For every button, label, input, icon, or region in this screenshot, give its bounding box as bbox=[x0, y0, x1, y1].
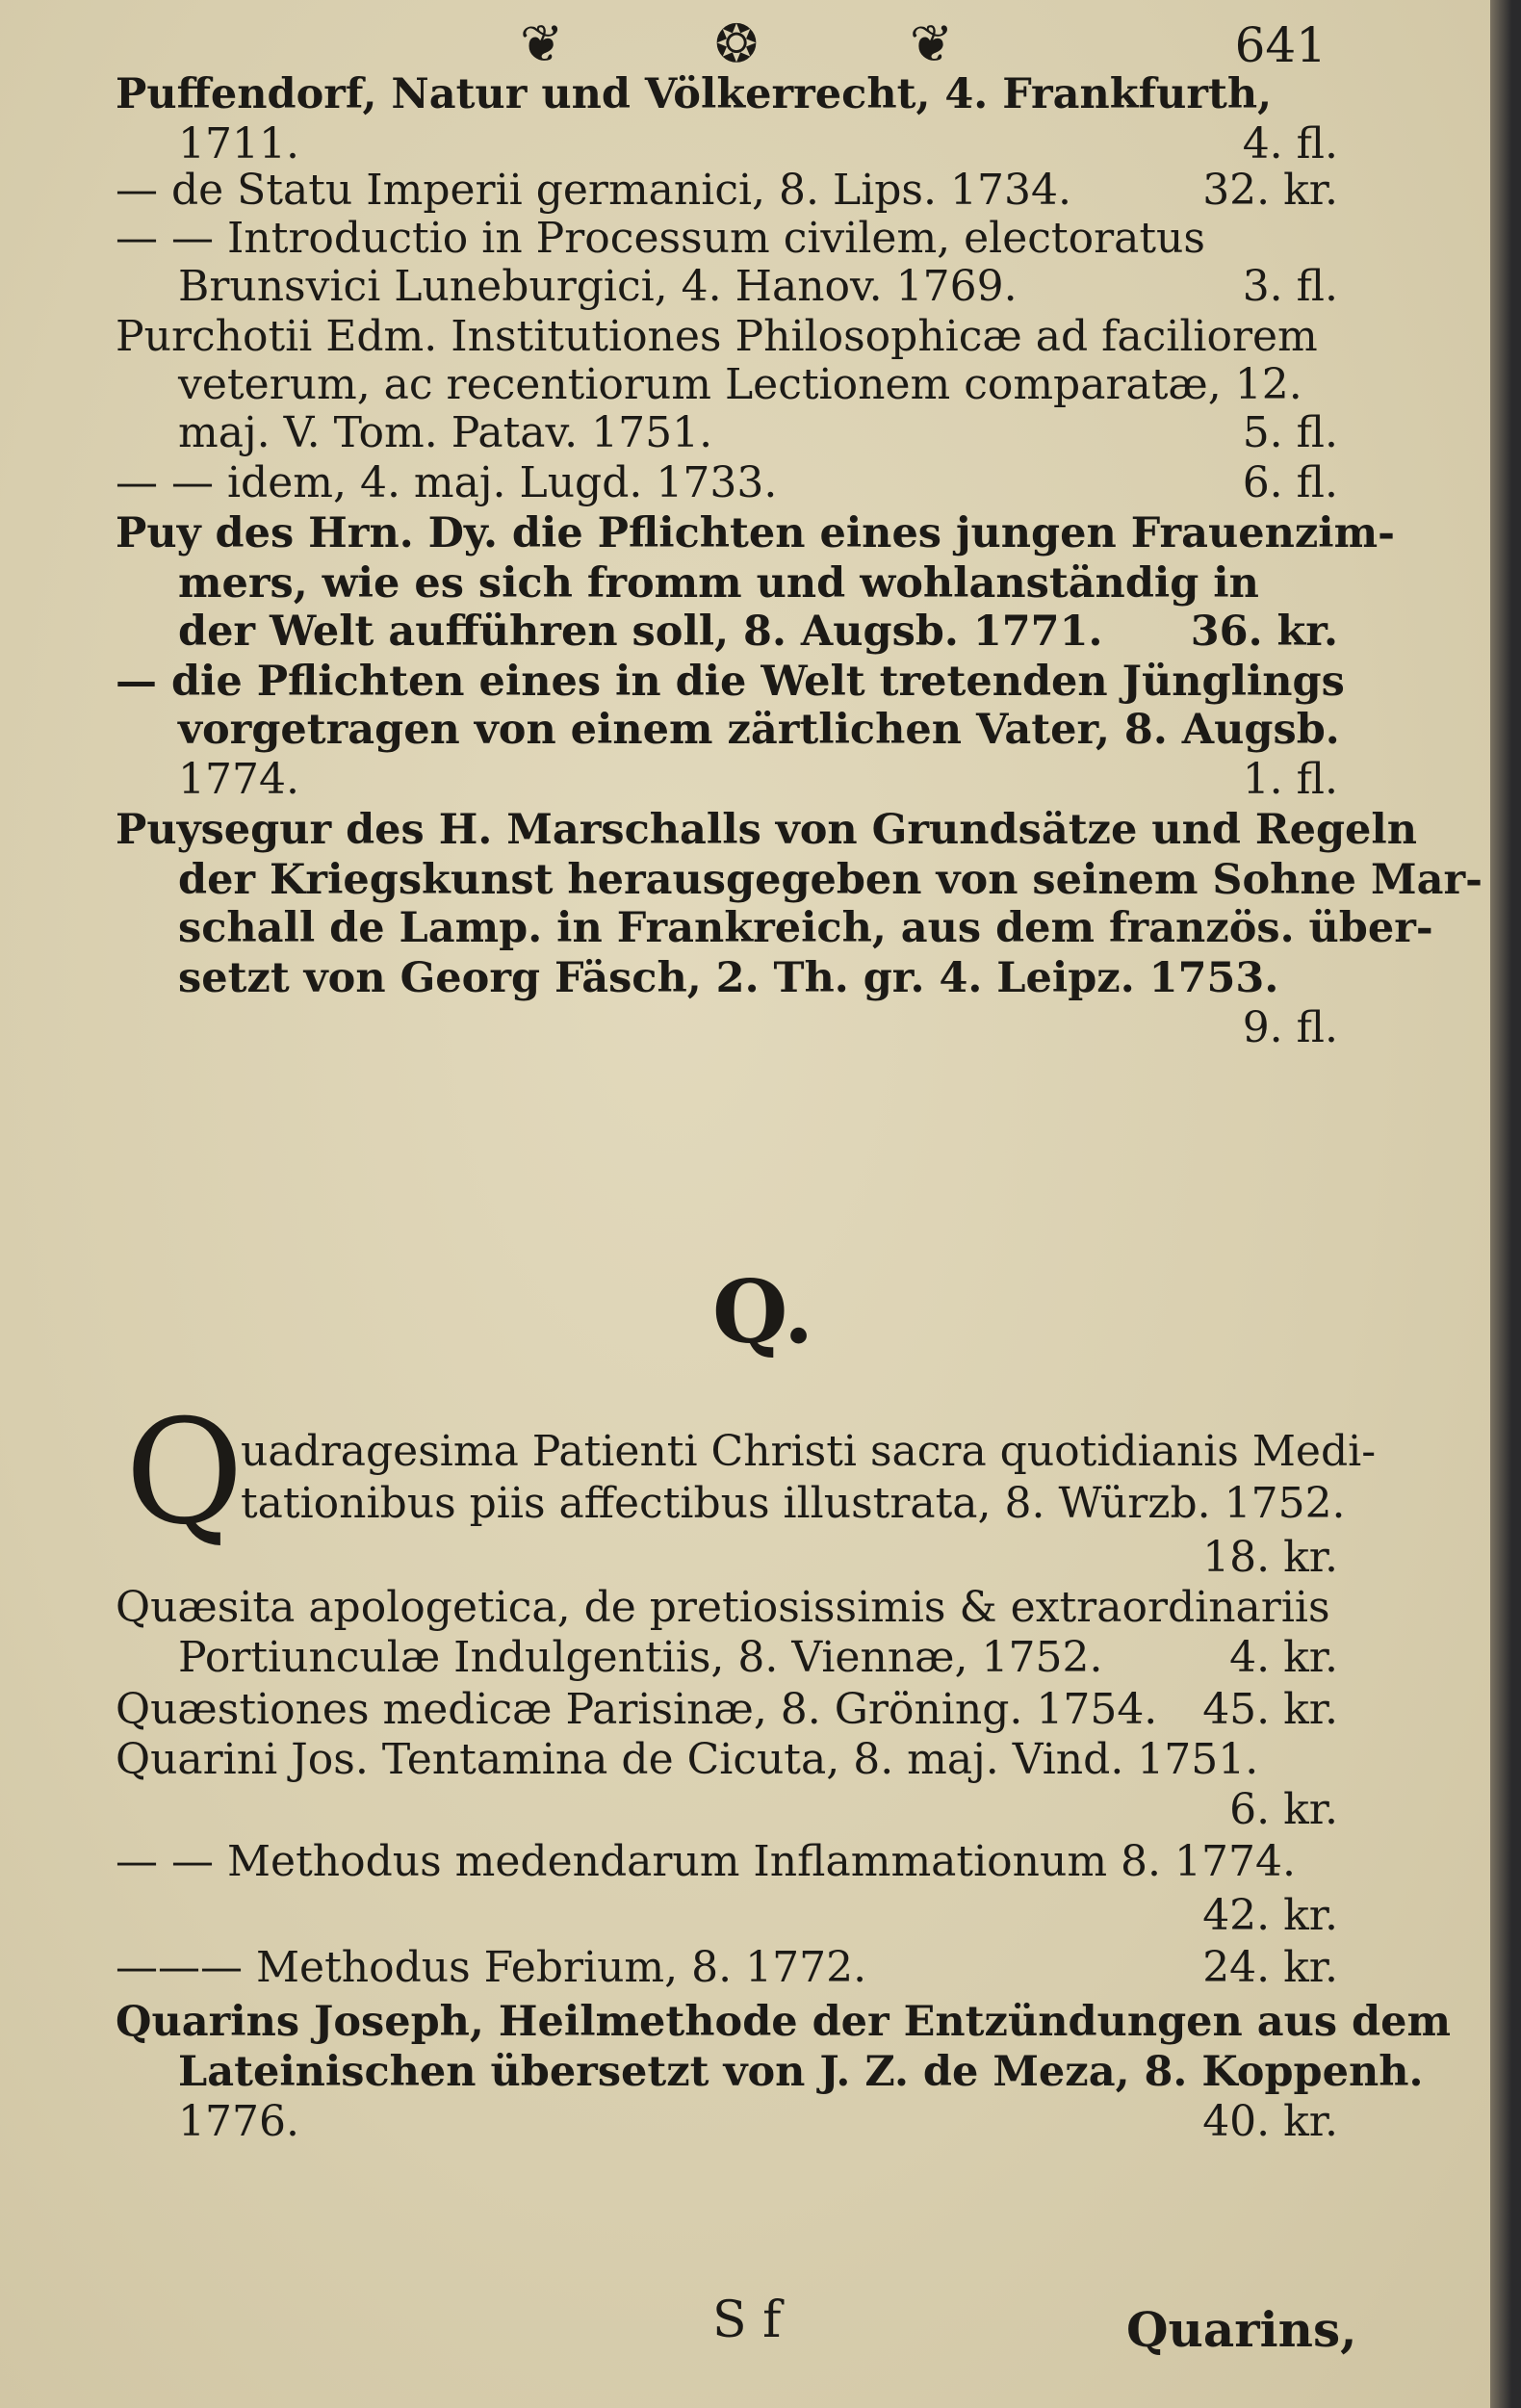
entry-line bbox=[178, 901, 1433, 955]
entry-text: der Kriegskunst herausgegeben von seinem Sohne Mar- bbox=[178, 856, 1482, 904]
entry-text: der Welt aufführen soll, 8. Augsb. 1771. bbox=[178, 608, 1103, 656]
entry-text: 1774. bbox=[178, 755, 299, 804]
catchword: Quarins, bbox=[1126, 2301, 1357, 2358]
entry-text: Quarini Jos. Tentamina de Cicuta, 8. maj. Vind. 1751. bbox=[116, 1735, 1259, 1784]
entry-price: 24. kr. bbox=[1202, 1943, 1338, 1992]
header-ornament-icon: ❦ ❂ ❦ bbox=[520, 13, 1021, 74]
entry-text: Puy des Hrn. Dy. die Pflichten eines jungen Frauenzim- bbox=[116, 509, 1395, 557]
entry-line bbox=[116, 310, 1338, 364]
entry-text: Puffendorf, Natur und Völkerrecht, 4. Frankfurth, bbox=[116, 70, 1273, 118]
entry-price: 5. fl. bbox=[1242, 408, 1338, 457]
entry-line bbox=[116, 803, 1417, 857]
entry-text: Portiunculæ Indulgentiis, 8. Viennæ, 1752. bbox=[178, 1633, 1103, 1682]
entry-line bbox=[178, 2045, 1424, 2099]
entry-line bbox=[178, 605, 1338, 659]
entry-price: 18. kr. bbox=[1202, 1533, 1338, 1582]
entry-text: mers, wie es sich fromm und wohlanständig in bbox=[178, 559, 1259, 608]
entry-text: 1711. bbox=[178, 119, 299, 168]
entry-text: Quarins Joseph, Heilmethode der Entzündungen aus dem bbox=[116, 1998, 1451, 2046]
entry-price: 32. kr. bbox=[1202, 166, 1338, 215]
entry-line bbox=[178, 703, 1338, 757]
entry-text: — — idem, 4. maj. Lugd. 1733. bbox=[116, 458, 778, 507]
entry-line bbox=[116, 1835, 1338, 1889]
entry-price: 3. fl. bbox=[1242, 262, 1338, 311]
entry-line bbox=[116, 1733, 1338, 1787]
entry-text: — de Statu Imperii germanici, 8. Lips. 1734. bbox=[116, 166, 1071, 215]
entry-line bbox=[241, 1477, 1346, 1531]
entry-line bbox=[178, 951, 1338, 1005]
entry-text: Brunsvici Luneburgici, 4. Hanov. 1769. bbox=[178, 262, 1018, 311]
entry-line bbox=[116, 1995, 1451, 2049]
entry-line bbox=[178, 853, 1482, 907]
entry-line bbox=[116, 67, 1338, 121]
page-edge bbox=[1490, 0, 1521, 2408]
entry-line bbox=[178, 557, 1338, 610]
entry-text: veterum, ac recentiorum Lectionem comparatæ, 12. bbox=[178, 360, 1302, 409]
entry-text: 1776. bbox=[178, 2097, 299, 2146]
signature-mark: S f bbox=[712, 2291, 782, 2349]
entry-line bbox=[178, 1631, 1338, 1685]
entry-text: uadragesima Patienti Christi sacra quotidianis Medi- bbox=[241, 1427, 1377, 1476]
entry-text: vorgetragen von einem zärtlichen Vater, 8. Augsb. bbox=[178, 706, 1340, 754]
drop-cap: Q bbox=[125, 1389, 244, 1557]
entry-price: 42. kr. bbox=[1202, 1891, 1338, 1940]
entry-price: 6. kr. bbox=[1229, 1785, 1338, 1834]
entry-line bbox=[116, 1581, 1338, 1635]
entry-line bbox=[178, 260, 1338, 314]
entry-text: Quæstiones medicæ Parisinæ, 8. Gröning. 1754. bbox=[116, 1685, 1158, 1734]
entry-line bbox=[116, 1941, 1338, 1995]
entry-price: 40. kr. bbox=[1202, 2097, 1338, 2146]
entry-line bbox=[116, 164, 1338, 218]
entry-price: 45. kr. bbox=[1202, 1685, 1338, 1734]
entry-text: — — Introductio in Processum civilem, electoratus bbox=[116, 214, 1205, 263]
entry-text: Lateinischen übersetzt von J. Z. de Meza, 8. Koppenh. bbox=[178, 2048, 1424, 2096]
entry-price: 9. fl. bbox=[1242, 1003, 1338, 1052]
entry-text: Puysegur des H. Marschalls von Grundsätze und Regeln bbox=[116, 806, 1417, 854]
entry-line bbox=[116, 212, 1338, 266]
entry-price: 4. fl. bbox=[1242, 119, 1338, 168]
section-heading: Q. bbox=[712, 1261, 814, 1363]
entry-text: tationibus piis affectibus illustrata, 8. Würzb. 1752. bbox=[241, 1479, 1346, 1528]
entry-line bbox=[178, 753, 1338, 807]
entry-line bbox=[178, 358, 1338, 412]
entry-price: 1. fl. bbox=[1242, 755, 1338, 804]
entry-text: ——— Methodus Febrium, 8. 1772. bbox=[116, 1943, 867, 1992]
entry-line bbox=[116, 506, 1395, 560]
entry-text: Quæsita apologetica, de pretiosissimis & extraordinariis bbox=[116, 1583, 1330, 1632]
entry-text: maj. V. Tom. Patav. 1751. bbox=[178, 408, 713, 457]
entry-text: Purchotii Edm. Institutiones Philosophicæ ad faciliorem bbox=[116, 312, 1318, 361]
entry-price: 36. kr. bbox=[1190, 608, 1338, 656]
entry-price: 6. fl. bbox=[1242, 458, 1338, 507]
entry-text: schall de Lamp. in Frankreich, aus dem französ. über- bbox=[178, 904, 1433, 952]
entry-line bbox=[178, 2095, 1338, 2149]
entry-text: — die Pflichten eines in die Welt tretenden Jünglings bbox=[116, 658, 1345, 706]
entry-price: 4. kr. bbox=[1229, 1633, 1338, 1682]
entry-line bbox=[116, 456, 1338, 510]
entry-line bbox=[178, 406, 1338, 460]
entry-text: — — Methodus medendarum Inflammationum 8. 1774. bbox=[116, 1837, 1296, 1886]
entry-line bbox=[116, 655, 1345, 709]
entry-line bbox=[116, 1683, 1338, 1737]
entry-text: setzt von Georg Fäsch, 2. Th. gr. 4. Leipz. 1753. bbox=[178, 954, 1279, 1002]
page-number: 641 bbox=[1234, 17, 1327, 73]
entry-line bbox=[241, 1425, 1377, 1479]
